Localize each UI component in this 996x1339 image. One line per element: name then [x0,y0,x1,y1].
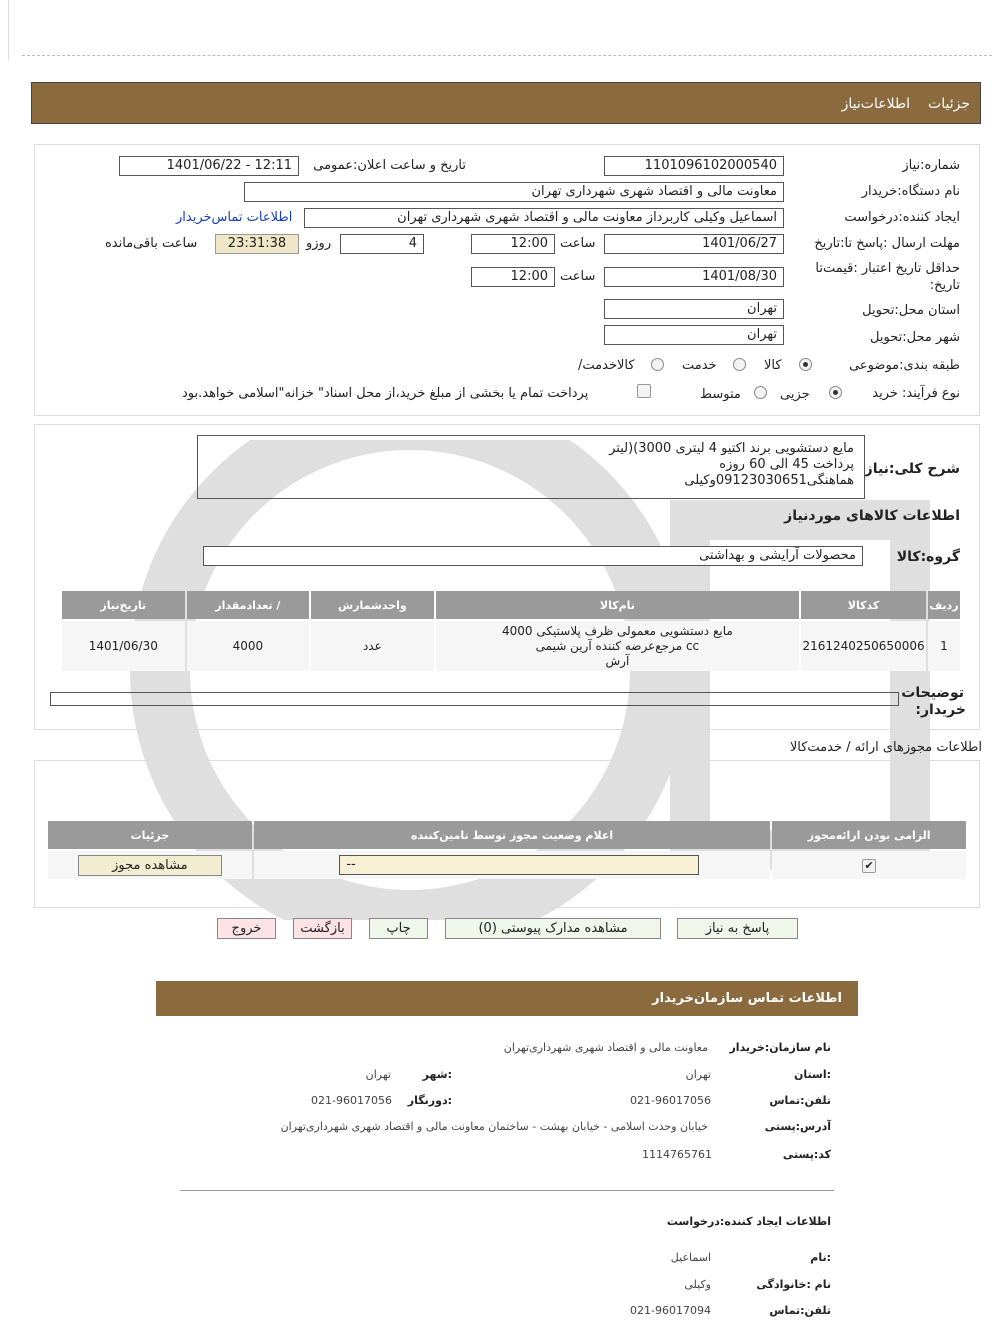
creator-phone-label: تلفن:تماس [769,1304,831,1317]
creator-info-title: اطلاعات ایجاد کننده:درخواست [666,1215,831,1228]
city-field: تهران [604,325,784,345]
validity-date-field: 1401/08/30 [604,267,784,287]
permits-title: اطلاعات مجوزهای ارائه / خدمت‌کالا [789,740,982,755]
col-status: اعلام وضعیت مجوز توسط تامین‌کننده [254,821,771,849]
cell-date: 1401/06/30 [62,621,185,671]
cell-required [772,851,966,879]
creator-field: اسماعیل وکیلی کاربرداز معاونت مالی و اقتصاد شهری شهرداری تهران [304,208,784,228]
contact-divider [180,1190,834,1191]
contact-city-value: تهران [365,1068,391,1081]
cell-qty: 4000 [187,621,310,671]
process-label: نوع فرآیند: خرید [872,386,960,401]
validity-label-1: حداقل تاریخ اعتبار :قیمت‌تا [815,261,960,276]
view-permit-button[interactable]: مشاهده مجوز [78,855,222,876]
cell-name-line-2: cc مرجع‌عرضه کننده آرین شیمی [535,638,700,653]
family-value: وکیلی [684,1278,711,1291]
tab-details[interactable]: جزئیات [928,96,970,112]
reply-button[interactable]: پاسخ به نیاز [677,918,798,939]
validity-time-field: 12:00 [471,267,555,287]
creator-label: ایجاد کننده:درخواست [844,210,960,225]
buyer-org-label: نام دستگاه:خریدار [861,184,960,199]
phone-value: 021-96017056 [630,1094,711,1107]
cell-details [48,851,252,879]
radio-goods-label: کالا [764,358,782,373]
radio-goods-service[interactable] [651,358,664,371]
contact-city-label: :شهر [422,1068,452,1081]
col-unit: واحدشمارش [311,591,434,619]
cell-name [436,621,800,671]
radio-service-label: خدمت [682,358,717,373]
contact-province-label: :استان [794,1068,831,1081]
need-number-label: شماره:نیاز [902,158,960,173]
attachments-button[interactable]: مشاهده مدارک پیوستی (0) [445,918,661,939]
radio-goods-service-label: /کالاخدمت [578,358,635,373]
back-button[interactable]: بازگشت [293,918,352,939]
city-label: شهر محل:تحویل [870,330,960,345]
goods-group-label: گروه:کالا [896,549,960,565]
radio-medium[interactable] [754,386,767,399]
days-field: 4 [340,234,424,254]
contact-title: اطلاعات تماس سازمان‌خریدار [652,991,842,1006]
contact-header [156,981,858,1016]
need-number-field: 1101096102000540 [604,156,784,176]
cell-name-line-3: آرش [605,653,630,668]
goods-group-field: محصولات آرایشی و بهداشتی [203,546,863,566]
creator-phone-value: 021-96017094 [630,1304,711,1317]
validity-time-label: ساعت [560,269,596,284]
summary-line-1: مایع دستشویی برند اکتیو 4 لیتری 3000)(لیتر [609,441,854,456]
left-border [8,0,9,60]
permit-status-field: -- [339,855,699,875]
announce-label: تاریخ و ساعت اعلان:عمومی [313,158,466,173]
category-label: طبقه بندی:موضوعی [849,358,960,373]
radio-goods[interactable] [799,358,812,371]
col-required: الزامی بودن ارائه‌مجوز [772,821,966,849]
col-name: نام‌کالا [436,591,800,619]
days-label: روزو [306,236,332,251]
org-value: معاونت مالی و اقتصاد شهری شهرداری‌تهران [503,1041,708,1054]
announce-field: 1401/06/22 - 12:11 [119,156,299,176]
col-code: کدکالا [801,591,926,619]
radio-service[interactable] [733,358,746,371]
summary-label: شرح کلی:نیاز [864,461,960,477]
exit-button[interactable]: خروج [217,918,276,939]
postal-label: کد:پستی [782,1148,831,1161]
buyer-notes-label-1: توضیحات [901,685,964,701]
col-qty: / تعدادمقدار [187,591,310,619]
address-value: خیابان وحدت اسلامی - خیابان بهشت - ساختمان معاونت مالی و اقتصاد شهری شهرداری‌تهران [280,1120,708,1133]
permits-table [46,819,968,881]
buyer-notes-label-2: :خریدار [915,702,966,718]
page-header [31,82,981,124]
print-button[interactable]: چاپ [369,918,428,939]
phone-label: تلفن:تماس [769,1094,831,1107]
remaining-timer: 23:31:38 [215,234,299,254]
table-row [48,851,966,879]
goods-info-title: اطلاعات کالاهای موردنیاز [784,508,960,524]
col-row: ردیف [928,591,960,619]
deadline-date-field: 1401/06/27 [604,234,784,254]
cell-name-line-1: مایع دستشویی معمولی ظرف پلاستیکی 4000 [502,623,733,638]
family-label: نام :خانوادگی [756,1278,831,1291]
col-details: جزئیات [48,821,252,849]
deadline-time-label: ساعت [560,236,596,251]
required-checkbox[interactable]: ✔ [862,859,876,873]
buyer-notes-field [50,692,899,706]
address-label: آدرس:پستی [764,1120,831,1133]
summary-textbox [197,435,865,499]
treasury-payment-note: پرداخت تمام یا بخشی از مبلغ خرید،از محل اسناد" خزانه"اسلامی خواهد.بود [182,386,589,401]
fax-label: :دورنگار [407,1094,452,1107]
top-divider [22,55,992,56]
cell-code: 2161240250650006 [801,621,926,671]
remaining-label: ساعت باقی‌مانده [105,236,198,251]
deadline-time-field: 12:00 [471,234,555,254]
org-label: نام سازمان:خریدار [729,1041,831,1054]
name-value: اسماعیل [670,1251,711,1264]
deadline-label: مهلت ارسال :پاسخ تا:تاریخ [814,236,960,251]
summary-line-2: پرداخت 45 الی 60 روزه [719,457,854,472]
table-row [62,621,960,671]
treasury-payment-checkbox[interactable] [637,384,651,398]
cell-row: 1 [928,621,960,671]
postal-value: 1114765761 [642,1148,712,1161]
col-date: تاریخ‌نیاز [62,591,185,619]
buyer-contact-link[interactable]: اطلاعات تماس‌خریدار [176,210,293,225]
tab-need-info[interactable]: اطلاعات‌نیاز [841,96,910,112]
validity-label-2: :تاریخ [929,278,960,293]
province-field: تهران [604,299,784,319]
summary-line-3: هماهنگی09123030651وکیلی [684,473,854,488]
contact-province-value: تهران [685,1068,711,1081]
radio-medium-label: متوسط [700,387,741,402]
cell-unit: عدد [311,621,434,671]
radio-partial-label: جزیی [780,387,810,402]
name-label: :نام [810,1251,831,1264]
fax-value: 021-96017056 [311,1094,392,1107]
cell-status [254,851,771,879]
buyer-org-field: معاونت مالی و اقتصاد شهری شهرداری تهران [244,182,784,202]
radio-partial[interactable] [829,386,842,399]
province-label: استان محل:تحویل [862,303,960,318]
goods-table [60,589,962,673]
